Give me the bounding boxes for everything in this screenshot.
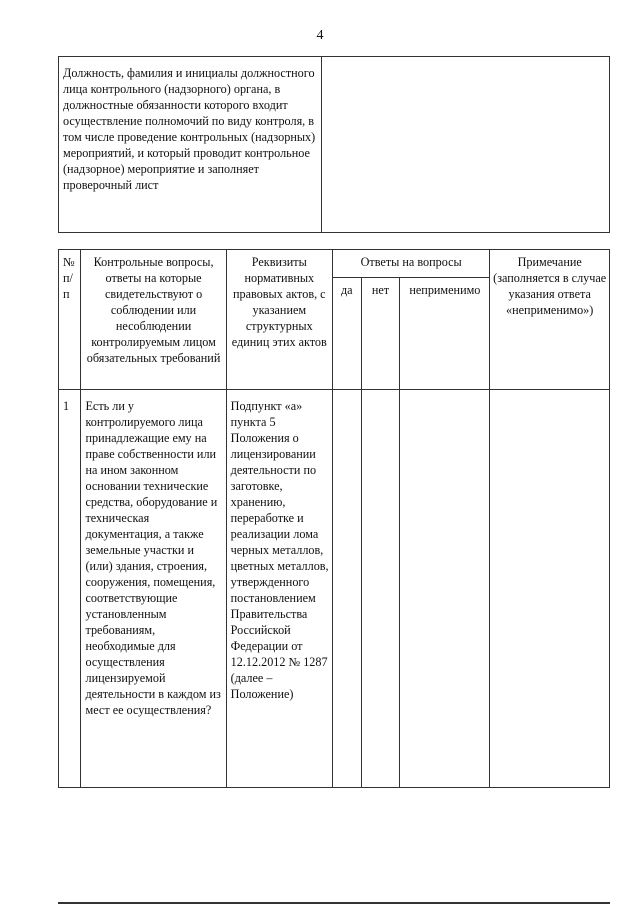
row-requisites: Подпункт «а» пункта 5 Положения о лицензировании деятельности по заготовке, хранению, переработке и реализации лома черных металлов, цветных металлов, утвержденного постановлением Правительства Российской Федерации от 12.12.2012 № 1287 (далее – Положение) (226, 390, 332, 788)
header-note: Примечание (заполняется в случае указания ответа «неприменимо») (490, 250, 610, 390)
header-no: нет (361, 278, 400, 390)
official-info-table (58, 56, 610, 233)
answer-yes-cell[interactable] (332, 390, 361, 788)
table-row (59, 390, 610, 788)
bottom-rule (58, 902, 610, 904)
note-cell[interactable] (490, 390, 610, 788)
official-info-value[interactable] (322, 57, 610, 233)
header-requisites: Реквизиты нормативных правовых актов, с указанием структурных единиц этих актов (226, 250, 332, 390)
official-info-label: Должность, фамилия и инициалы должностного лица контрольного (надзорного) органа, в должностные обязанности которого входит осуществление полномочий по виду контроля, в том числе проведение контрольных (надзорных) мероприятий, и который проводит контрольное (надзорное) мероприятие и заполняет проверочный лист (59, 57, 322, 233)
answer-na-cell[interactable] (400, 390, 490, 788)
checklist-table (58, 249, 610, 788)
answer-no-cell[interactable] (361, 390, 400, 788)
header-answers: Ответы на вопросы (332, 250, 489, 278)
header-yes: да (332, 278, 361, 390)
header-na: неприменимо (400, 278, 490, 390)
page-number: 4 (316, 28, 324, 43)
row-question: Есть ли у контролируемого лица принадлежащие ему на праве собственности или на ином законном основании технические средства, оборудование и техническая документация, а также земельные участки и (или) здания, строения, сооружения, помещения, соответствующие установленным требованиям, необходимые для осуществления лицензируемой деятельности в каждом из мест ее осуществления? (81, 390, 226, 788)
row-num: 1 (59, 390, 81, 788)
header-question: Контрольные вопросы, ответы на которые свидетельствуют о соблюдении или несоблюдении контролируемым лицом обязательных требований (81, 250, 226, 390)
header-num: № п/п (59, 250, 81, 390)
